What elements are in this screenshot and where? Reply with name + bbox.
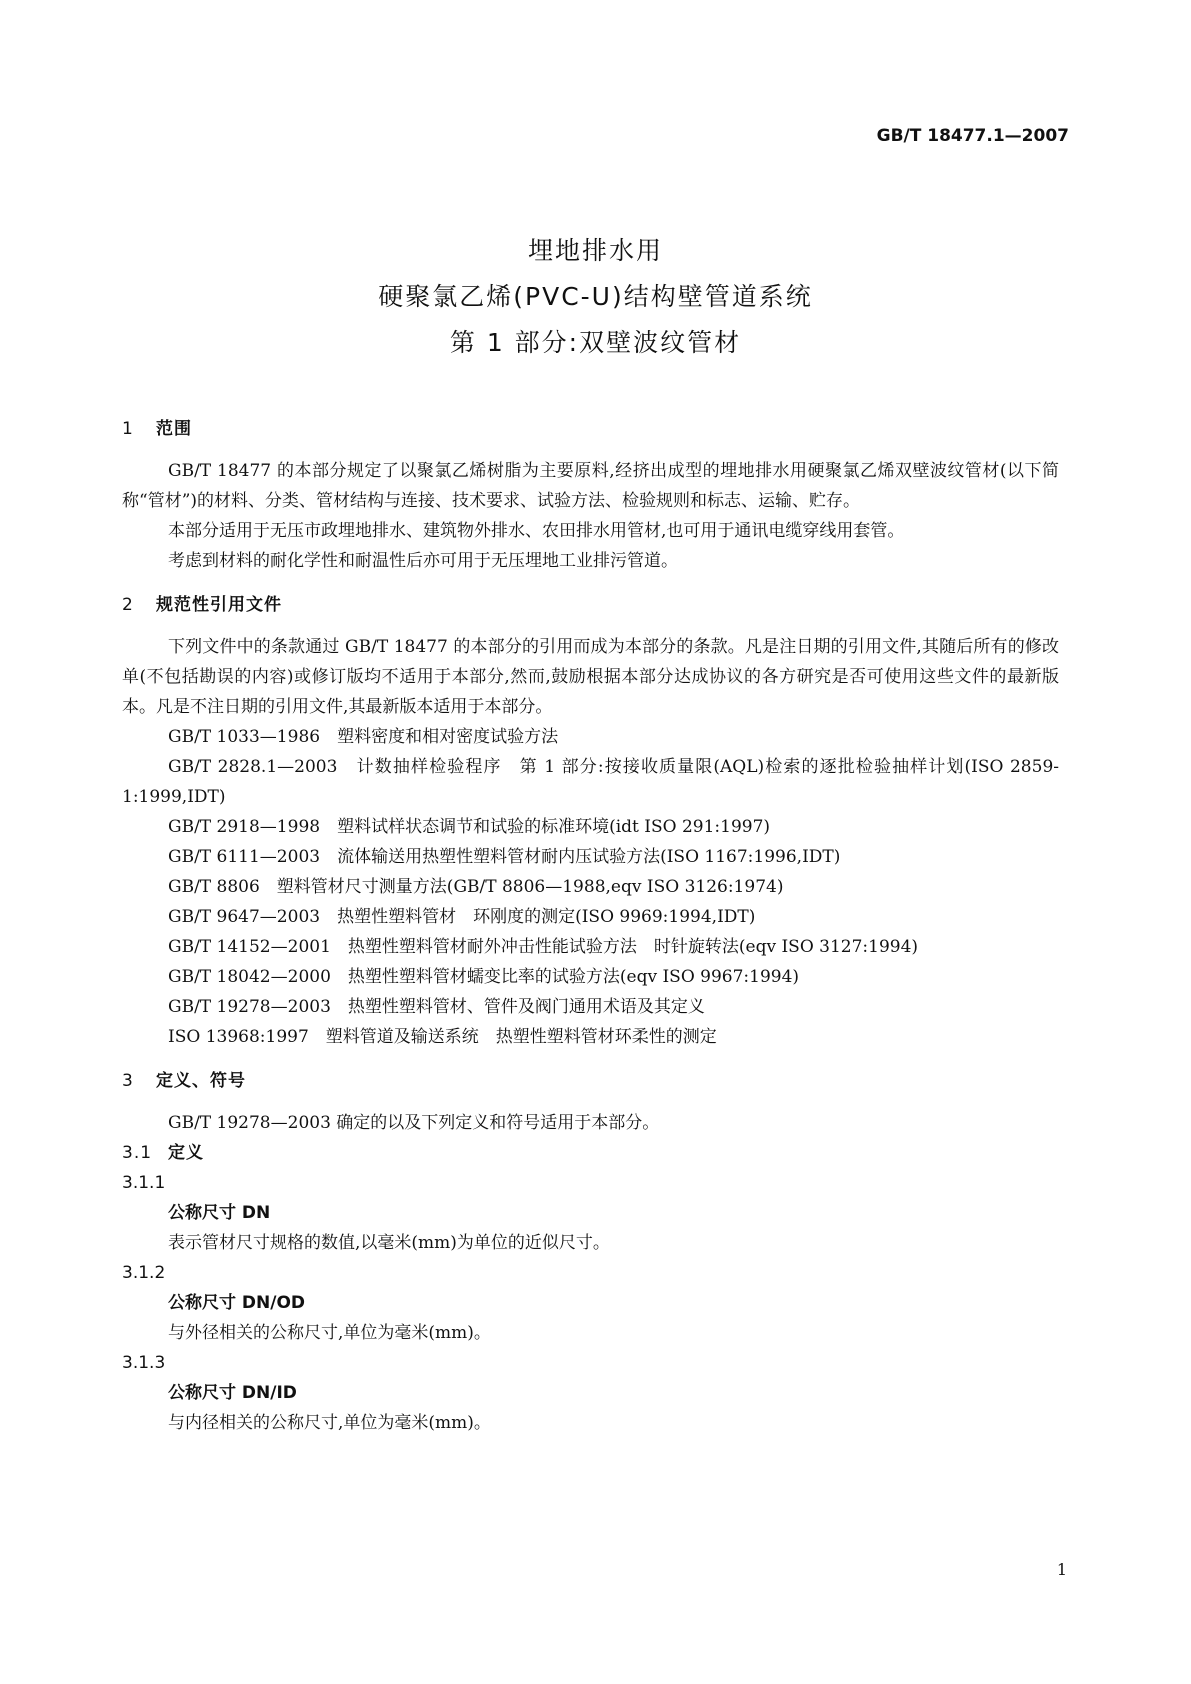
- reference-item: GB/T 1033—1986 塑料密度和相对密度试验方法: [168, 727, 559, 747]
- section-number: 2: [122, 595, 134, 615]
- section-3-intro: GB/T 19278—2003 确定的以及下列定义和符号适用于本部分。: [168, 1113, 660, 1133]
- term-definition: 表示管材尺寸规格的数值,以毫米(mm)为单位的近似尺寸。: [168, 1233, 610, 1253]
- reference-item: GB/T 2918—1998 塑料试样状态调节和试验的标准环境(idt ISO 291:1997): [168, 817, 771, 837]
- section-2-intro: 下列文件中的条款通过 GB/T 18477 的本部分的引用而成为本部分的条款。凡是注日期的引用文件,其随后所有的修改单(不包括勘误的内容)或修订版均不适用于本部分,然而,鼓励根据本部分达成协议的各方研究是否可使用这些文件的最新版本。凡是不注日期的引用文件,其最新版本适用于本部分。: [122, 637, 1059, 717]
- section-title: 范围: [156, 419, 192, 439]
- title-line-2: 硬聚氯乙烯(PVC-U)结构壁管道系统: [378, 282, 813, 311]
- reference-item: GB/T 6111—2003 流体输送用热塑性塑料管材耐内压试验方法(ISO 1167:1996,IDT): [168, 847, 841, 867]
- reference-item: GB/T 19278—2003 热塑性塑料管材、管件及阀门通用术语及其定义: [168, 997, 705, 1017]
- document-title: [0, 228, 1191, 366]
- term-number: 3.1.1: [122, 1173, 166, 1193]
- term-definition: 与外径相关的公称尺寸,单位为毫米(mm)。: [168, 1323, 491, 1343]
- term-definition: 与内径相关的公称尺寸,单位为毫米(mm)。: [168, 1413, 491, 1433]
- section-1-heading: [122, 414, 1059, 444]
- document-number: GB/T 18477.1—2007: [876, 126, 1069, 146]
- section-2-heading: [122, 590, 1059, 620]
- reference-item: GB/T 2828.1—2003 计数抽样检验程序 第 1 部分:按接收质量限(AQL)检索的逐批检验抽样计划(ISO 2859-1:1999,IDT): [122, 757, 1059, 807]
- term-number: 3.1.2: [122, 1263, 166, 1283]
- subsection-3-1-heading: [122, 1138, 1059, 1168]
- reference-item: ISO 13968:1997 塑料管道及输送系统 热塑性塑料管材环柔性的测定: [168, 1027, 717, 1047]
- section-number: 1: [122, 419, 134, 439]
- reference-item: GB/T 18042—2000 热塑性塑料管材蠕变比率的试验方法(eqv ISO 9967:1994): [168, 967, 800, 987]
- reference-item: GB/T 14152—2001 热塑性塑料管材耐外冲击性能试验方法 时针旋转法(eqv ISO 3127:1994): [168, 937, 919, 957]
- section-number: 3: [122, 1071, 134, 1091]
- term-name: 公称尺寸 DN/OD: [168, 1293, 306, 1313]
- title-line-1: 埋地排水用: [527, 236, 663, 265]
- term-name: 公称尺寸 DN/ID: [168, 1383, 297, 1403]
- section-1-paragraph: 考虑到材料的耐化学性和耐温性后亦可用于无压埋地工业排污管道。: [168, 551, 678, 571]
- document-body: [122, 414, 1059, 1438]
- reference-item: GB/T 9647—2003 热塑性塑料管材 环刚度的测定(ISO 9969:1994,IDT): [168, 907, 756, 927]
- section-title: 规范性引用文件: [156, 595, 282, 615]
- subsection-title: 定义: [168, 1143, 204, 1163]
- section-title: 定义、符号: [156, 1071, 246, 1091]
- section-1-paragraph: GB/T 18477 的本部分规定了以聚氯乙烯树脂为主要原料,经挤出成型的埋地排水用硬聚氯乙烯双壁波纹管材(以下简称“管材”)的材料、分类、管材结构与连接、技术要求、试验方法、检验规则和标志、运输、贮存。: [122, 461, 1059, 511]
- subsection-number: 3.1: [122, 1143, 153, 1163]
- title-line-3: 第 1 部分:双壁波纹管材: [449, 328, 742, 357]
- section-3-heading: [122, 1066, 1059, 1096]
- page-number: 1: [1056, 1560, 1067, 1579]
- section-1-paragraph: 本部分适用于无压市政埋地排水、建筑物外排水、农田排水用管材,也可用于通讯电缆穿线用套管。: [168, 521, 905, 541]
- term-name: 公称尺寸 DN: [168, 1203, 271, 1223]
- reference-item: GB/T 8806 塑料管材尺寸测量方法(GB/T 8806—1988,eqv ISO 3126:1974): [168, 877, 784, 897]
- term-number: 3.1.3: [122, 1353, 166, 1373]
